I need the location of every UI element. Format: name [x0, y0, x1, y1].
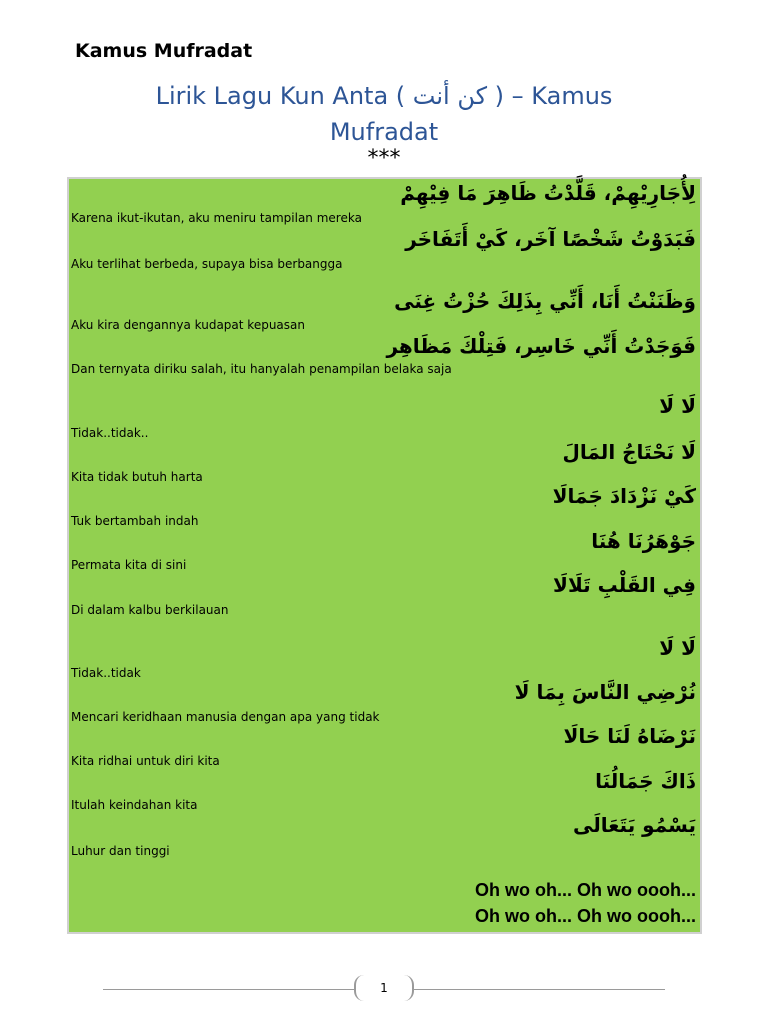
lyric-arabic-1: لِأُجَارِيْهِمْ، قَلَّدْتُ ظَاهِرَ مَا فِيْهِمْ — [400, 181, 696, 205]
lyric-arabic-11: نُرْضِي النَّاسَ بِمَا لَا — [514, 680, 696, 704]
lyric-translation-12: Kita ridhai untuk diri kita — [71, 754, 220, 768]
refrain-line-1: Oh wo oh... Oh wo oooh... — [475, 880, 696, 900]
lyric-arabic-13: ذَاكَ جَمَالُنَا — [595, 769, 696, 793]
footer-rule-right — [412, 989, 665, 990]
lyric-arabic-4: فَوَجَدْتُ أَنِّي خَاسِر، فَتِلْكَ مَظَاهِر — [386, 334, 696, 358]
lyric-translation-6: Kita tidak butuh harta — [71, 470, 203, 484]
lyric-translation-11: Mencari keridhaan manusia dengan apa yang tidak — [71, 710, 380, 724]
lyric-arabic-6: لَا نَحْتَاجُ المَالَ — [562, 440, 696, 464]
lyric-translation-4: Dan ternyata diriku salah, itu hanyalah penampilan belaka saja — [71, 362, 452, 376]
page-title-line-1: Lirik Lagu Kun Anta ( كن أنت ) – Kamus — [155, 82, 613, 110]
lyric-arabic-5: لَا لَا — [659, 394, 696, 418]
lyric-arabic-2: فَبَدَوْتُ شَخْصًا آخَر، كَيْ أَتَفَاخَر — [405, 227, 696, 251]
lyric-arabic-10: لَا لَا — [659, 636, 696, 660]
page-title — [80, 78, 688, 150]
lyric-translation-9: Di dalam kalbu berkilauan — [71, 603, 229, 617]
lyric-translation-1: Karena ikut-ikutan, aku meniru tampilan mereka — [71, 211, 362, 225]
lyric-arabic-3: وَظَنَنْتُ أَنَا، أَنِّي بِذَلِكَ حُزْتُ غِنَى — [394, 289, 696, 313]
refrain-line-2: Oh wo oh... Oh wo oooh... — [475, 906, 696, 926]
footer-rule-left — [103, 989, 356, 990]
page-title-line-2: Mufradat — [329, 118, 439, 146]
lyric-translation-10: Tidak..tidak — [71, 666, 141, 680]
section-separator: *** — [367, 146, 401, 171]
lyric-translation-3: Aku kira dengannya kudapat kepuasan — [71, 318, 305, 332]
lyric-translation-14: Luhur dan tinggi — [71, 844, 170, 858]
lyrics-panel — [67, 177, 702, 934]
lyric-arabic-12: نَرْضَاهُ لَنَا حَالَا — [563, 724, 696, 748]
document-header-brand: Kamus Mufradat — [75, 40, 253, 62]
lyric-translation-5: Tidak..tidak.. — [71, 426, 149, 440]
lyric-arabic-8: جَوْهَرُنَا هُنَا — [591, 529, 696, 553]
page-number: 1 — [354, 975, 414, 1001]
lyric-arabic-9: فِي القَلْبِ تَلَالَا — [553, 573, 696, 597]
lyric-translation-13: Itulah keindahan kita — [71, 798, 198, 812]
lyric-translation-8: Permata kita di sini — [71, 558, 187, 572]
lyric-translation-2: Aku terlihat berbeda, supaya bisa berbangga — [71, 257, 343, 271]
lyric-arabic-14: يَسْمُو يَتَعَالَى — [573, 813, 696, 837]
lyric-translation-7: Tuk bertambah indah — [71, 514, 199, 528]
lyric-arabic-7: كَيْ نَزْدَادَ جَمَالَا — [552, 484, 696, 508]
